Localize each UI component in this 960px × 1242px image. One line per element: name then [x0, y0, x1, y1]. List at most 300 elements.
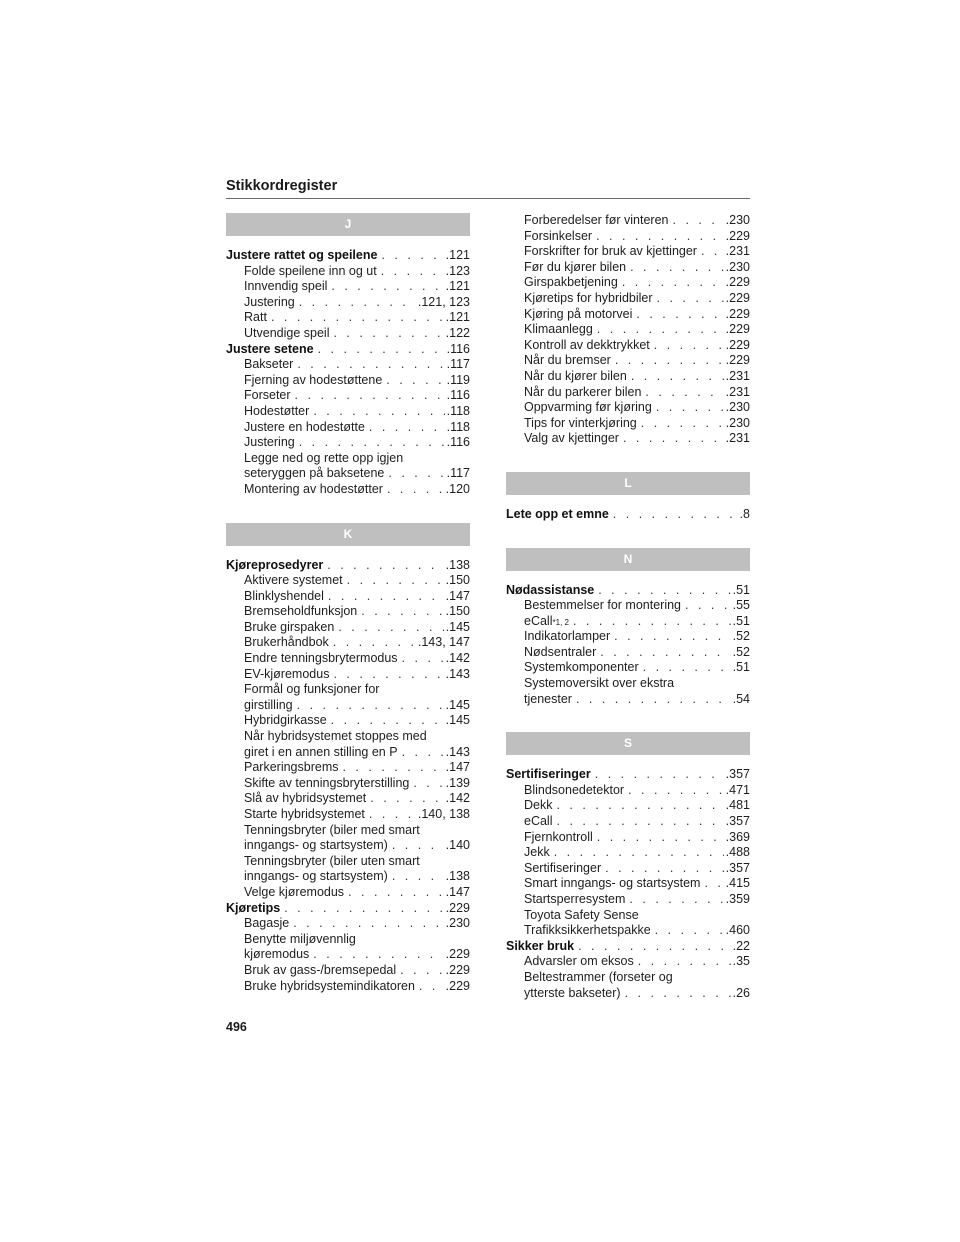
- entry-term: Kjøring på motorvei: [524, 306, 633, 321]
- dot-leader: [331, 713, 444, 729]
- index-sub-entry: [226, 854, 470, 870]
- dot-leader: [595, 767, 724, 783]
- entry-page-ref: .231: [725, 244, 750, 259]
- section-gap: [506, 707, 750, 732]
- dot-leader: [413, 776, 443, 792]
- index-column-right: [506, 213, 750, 1001]
- entry-term: Kjøreprosedyrer: [226, 557, 324, 572]
- entry-term: Tips for vinterkjøring: [524, 415, 637, 430]
- index-sub-entry: [506, 892, 750, 908]
- entry-term: inngangs- og startsystem): [244, 869, 388, 884]
- entry-term: Klimaanlegg: [524, 322, 593, 337]
- entry-term: ytterste bakseter): [524, 985, 621, 1000]
- entry-page-ref: .229: [445, 978, 470, 993]
- entry-page-ref: .51: [732, 613, 750, 628]
- index-sub-entry: [506, 275, 750, 291]
- entry-term: Brukerhåndbok: [244, 635, 329, 650]
- dot-leader: [387, 482, 444, 498]
- dot-leader: [636, 307, 723, 323]
- dot-leader: [297, 698, 444, 714]
- dot-leader: [615, 353, 724, 369]
- entry-term: Girspakbetjening: [524, 275, 618, 290]
- entry-term: Bagasje: [244, 916, 290, 931]
- dot-leader: [284, 901, 443, 917]
- entry-page-ref: .51: [732, 582, 750, 597]
- entry-page-ref: .52: [732, 644, 750, 659]
- entry-term: Aktivere systemet: [244, 573, 343, 588]
- dot-leader: [605, 861, 724, 877]
- index-sub-entry: [506, 923, 750, 939]
- dot-leader: [554, 845, 724, 861]
- dot-leader: [333, 326, 443, 342]
- dot-leader: [641, 416, 724, 432]
- index-sub-entry: [226, 635, 470, 651]
- entry-page-ref: .481: [725, 798, 750, 813]
- index-sub-entry: [506, 783, 750, 799]
- entry-term: Når du kjører bilen: [524, 368, 627, 383]
- entry-page-ref: .142: [445, 791, 470, 806]
- entry-term: Bruke girspaken: [244, 619, 335, 634]
- index-sub-entry: [506, 322, 750, 338]
- entry-term: Bakseter: [244, 357, 294, 372]
- index-sub-entry: [226, 791, 470, 807]
- dot-leader: [299, 435, 445, 451]
- index-sub-entry: [226, 869, 470, 885]
- dot-leader: [328, 589, 444, 605]
- entry-page-ref: .116: [446, 435, 470, 450]
- index-sub-entry: [226, 435, 470, 451]
- entry-page-ref: .229: [725, 306, 750, 321]
- entry-page-ref: .117: [446, 466, 470, 481]
- dot-leader: [576, 692, 731, 708]
- index-sub-entry: [226, 373, 470, 389]
- index-sub-entry: [506, 814, 750, 830]
- entry-term: Benytte miljøvennlig: [244, 931, 356, 946]
- entry-page-ref: .121: [445, 310, 470, 325]
- dot-leader: [370, 791, 443, 807]
- dot-leader: [656, 400, 724, 416]
- page-number: 496: [226, 1020, 247, 1034]
- index-sub-entry: [226, 466, 470, 482]
- entry-page-ref: .147: [445, 760, 470, 775]
- index-main-entry: [506, 507, 750, 523]
- dot-leader: [402, 651, 444, 667]
- entry-page-ref: .230: [725, 213, 750, 227]
- entry-page-ref: .230: [725, 259, 750, 274]
- index-entry-list: [506, 213, 750, 447]
- dot-leader: [381, 264, 444, 280]
- entry-term: Systemkomponenter: [524, 660, 639, 675]
- index-sub-entry: [226, 326, 470, 342]
- entry-page-ref: .52: [732, 629, 750, 644]
- dot-leader: [629, 892, 723, 908]
- entry-term: Sikker bruk: [506, 938, 575, 953]
- index-sub-entry: [226, 745, 470, 761]
- entry-page-ref: .121: [445, 248, 470, 262]
- index-sub-entry: [506, 798, 750, 814]
- entry-term: Formål og funksjoner for: [244, 682, 380, 697]
- index-sub-entry: [506, 876, 750, 892]
- dot-leader: [596, 229, 724, 245]
- entry-page-ref: .230: [725, 415, 750, 430]
- index-entry-list: [226, 558, 470, 995]
- dot-leader: [630, 260, 724, 276]
- entry-page-ref: .147: [445, 884, 470, 899]
- index-main-entry: [226, 248, 470, 264]
- entry-page-ref: .230: [445, 916, 470, 931]
- entry-page-ref: .138: [445, 869, 470, 884]
- index-sub-entry: [506, 431, 750, 447]
- index-sub-entry: [226, 979, 470, 995]
- entry-term: Tenningsbryter (biler uten smart: [244, 853, 420, 868]
- entry-term: Bestemmelser for montering: [524, 598, 682, 613]
- entry-term: giret i en annen stilling en P: [244, 744, 398, 759]
- index-sub-entry: [226, 682, 470, 698]
- index-sub-entry: [506, 676, 750, 692]
- dot-leader: [392, 869, 444, 885]
- dot-leader: [361, 604, 443, 620]
- page-title: Stikkordregister: [226, 178, 338, 194]
- entry-term: Justering: [244, 294, 295, 309]
- entry-term: Justere setene: [226, 341, 314, 356]
- index-sub-entry: [506, 400, 750, 416]
- index-main-entry: [506, 939, 750, 955]
- index-sub-entry: [226, 264, 470, 280]
- dot-leader: [347, 573, 444, 589]
- index-sub-entry: [226, 388, 470, 404]
- dot-leader: [704, 876, 723, 892]
- dot-leader: [625, 986, 731, 1002]
- index-sub-entry: [226, 916, 470, 932]
- entry-term: Ratt: [244, 310, 267, 325]
- entry-page-ref: .118: [446, 403, 470, 418]
- dot-leader: [613, 507, 738, 523]
- dot-leader: [600, 645, 730, 661]
- index-sub-entry: [226, 667, 470, 683]
- entry-term: Forsinkelser: [524, 228, 593, 243]
- dot-leader: [655, 923, 724, 939]
- index-sub-entry: [226, 589, 470, 605]
- entry-page-ref: .460: [725, 923, 750, 938]
- entry-term: Bremseholdfunksjon: [244, 604, 358, 619]
- entry-page-ref: .357: [725, 860, 750, 875]
- entry-term: Startsperresystem: [524, 892, 626, 906]
- entry-term: eCall: [524, 814, 553, 829]
- index-sub-entry: [506, 970, 750, 986]
- entry-page-ref: .150: [445, 573, 470, 588]
- entry-term: Utvendige speil: [244, 325, 330, 340]
- entry-page-ref: .415: [725, 876, 750, 891]
- entry-term: kjøremodus: [244, 947, 310, 962]
- entry-page-ref: .140: [445, 838, 470, 853]
- section-letter-n: N: [506, 548, 750, 571]
- entry-page-ref: .116: [446, 388, 470, 403]
- index-sub-entry: [506, 986, 750, 1002]
- entry-term: Blinklyshendel: [244, 588, 324, 603]
- entry-term: seteryggen på baksetene: [244, 466, 385, 481]
- entry-page-ref: .117: [446, 357, 470, 372]
- index-entry-list: [506, 507, 750, 523]
- entry-page-ref: .231: [725, 384, 750, 399]
- entry-page-ref: .143: [445, 666, 470, 681]
- entry-page-ref: .147: [445, 588, 470, 603]
- entry-term: Advarsler om eksos: [524, 954, 634, 969]
- entry-page-ref: .121: [445, 279, 470, 294]
- entry-page-ref: .138: [445, 557, 470, 572]
- index-entry-list: [506, 767, 750, 1001]
- dot-leader: [597, 322, 724, 338]
- dot-leader: [400, 963, 444, 979]
- entry-page-ref: .229: [725, 322, 750, 337]
- entry-term: tjenester: [524, 691, 572, 706]
- index-sub-entry: eCall *1, 2 . . . .51: [506, 614, 750, 630]
- index-column-left: [226, 213, 470, 994]
- dot-leader: [643, 660, 731, 676]
- entry-term: Hybridgirkasse: [244, 713, 327, 728]
- dot-leader: [381, 248, 443, 264]
- index-main-entry: [226, 558, 470, 574]
- title-divider: [226, 198, 750, 199]
- entry-term: Når du bremser: [524, 353, 611, 368]
- dot-leader: [622, 275, 724, 291]
- entry-term: Justere en hodestøtte: [244, 419, 365, 434]
- entry-page-ref: .35: [732, 954, 750, 969]
- entry-page-ref: .357: [725, 767, 750, 782]
- entry-page-ref: .231: [725, 431, 750, 446]
- dot-leader: [685, 598, 731, 614]
- dot-leader: [369, 420, 445, 436]
- dot-leader: [614, 629, 730, 645]
- dot-leader: [295, 388, 445, 404]
- entry-page-ref: .229: [725, 275, 750, 290]
- index-sub-entry: [226, 573, 470, 589]
- entry-term: Slå av hybridsystemet: [244, 791, 367, 806]
- index-sub-entry: [226, 420, 470, 436]
- dot-leader: [556, 798, 723, 814]
- entry-page-ref: .116: [446, 341, 470, 356]
- index-main-entry: [226, 342, 470, 358]
- dot-leader: [598, 583, 730, 599]
- entry-term: Montering av hodestøtter: [244, 481, 383, 496]
- index-entry-list: [506, 583, 750, 708]
- entry-page-ref: .119: [446, 372, 470, 387]
- dot-leader: [402, 745, 444, 761]
- entry-term: Justering: [244, 435, 295, 450]
- dot-leader: [388, 466, 444, 482]
- index-sub-entry: [226, 760, 470, 776]
- index-sub-entry: [506, 291, 750, 307]
- entry-term: Valg av kjettinger: [524, 431, 619, 446]
- entry-page-ref: .488: [725, 845, 750, 860]
- entry-page-ref: .229: [725, 353, 750, 368]
- entry-page-ref: .229: [445, 962, 470, 977]
- index-sub-entry: [506, 353, 750, 369]
- entry-page-ref: .229: [445, 947, 470, 962]
- dot-leader: [392, 838, 444, 854]
- index-sub-entry: [226, 295, 470, 311]
- entry-term: inngangs- og startsystem): [244, 838, 388, 853]
- entry-page-ref: .8: [739, 506, 750, 521]
- entry-page-ref: .22: [732, 938, 750, 953]
- dot-leader: [293, 916, 443, 932]
- index-sub-entry: [226, 310, 470, 326]
- entry-term: Legge ned og rette opp igjen: [244, 450, 404, 465]
- dot-leader: [701, 244, 724, 260]
- dot-leader: [338, 620, 443, 636]
- entry-term: Justere rattet og speilene: [226, 248, 378, 262]
- dot-leader: [557, 814, 724, 830]
- entry-term: Velge kjøremodus: [244, 884, 345, 899]
- entry-term: Forseter: [244, 388, 291, 403]
- entry-term: Lete opp et emne: [506, 506, 609, 521]
- section-gap: [226, 498, 470, 523]
- entry-page-ref: .142: [445, 651, 470, 666]
- entry-term: Fjerning av hodestøttene: [244, 372, 383, 387]
- section-letter-j: J: [226, 213, 470, 236]
- index-sub-entry: [226, 604, 470, 620]
- index-sub-entry: [226, 823, 470, 839]
- entry-term: Indikatorlamper: [524, 629, 611, 644]
- index-sub-entry: [506, 338, 750, 354]
- entry-term: Hodestøtter: [244, 403, 310, 418]
- dot-leader: [597, 830, 724, 846]
- entry-page-ref: .359: [725, 892, 750, 906]
- dot-leader: [369, 807, 416, 823]
- index-sub-entry: [226, 279, 470, 295]
- dot-leader: [645, 385, 723, 401]
- dot-leader: [623, 431, 724, 447]
- entry-term: Kjøretips: [226, 900, 281, 915]
- entry-page-ref: .150: [445, 604, 470, 619]
- index-sub-entry: [506, 598, 750, 614]
- entry-term: EV-kjøremodus: [244, 666, 330, 681]
- index-sub-entry: [226, 963, 470, 979]
- entry-page-ref: .145: [445, 619, 470, 634]
- entry-page-ref: .471: [725, 782, 750, 797]
- entry-term: girstilling: [244, 697, 293, 712]
- entry-page-ref: .143: [445, 744, 470, 759]
- entry-page-ref: .229: [725, 228, 750, 243]
- index-sub-entry: [226, 620, 470, 636]
- dot-leader: [628, 783, 724, 799]
- index-sub-entry: [226, 838, 470, 854]
- index-sub-entry: [506, 908, 750, 924]
- dot-leader: [297, 357, 444, 373]
- entry-term: Blindsonedetektor: [524, 782, 625, 797]
- index-sub-entry: [226, 776, 470, 792]
- index-sub-entry: [506, 229, 750, 245]
- dot-leader: [327, 558, 443, 574]
- index-sub-entry: [506, 845, 750, 861]
- entry-page-ref: .139: [445, 775, 470, 790]
- index-sub-entry: [226, 729, 470, 745]
- index-sub-entry: [226, 932, 470, 948]
- entry-term: Smart inngangs- og startsystem: [524, 876, 701, 891]
- dot-leader: [313, 947, 443, 963]
- index-sub-entry: [226, 404, 470, 420]
- index-sub-entry: [506, 954, 750, 970]
- entry-term: Kontroll av dekktrykket: [524, 337, 650, 352]
- section-gap: [506, 447, 750, 472]
- dot-leader: [331, 279, 443, 295]
- entry-term: Før du kjører bilen: [524, 259, 627, 274]
- index-sub-entry: [226, 807, 470, 823]
- dot-leader: [654, 338, 724, 354]
- index-sub-entry: [226, 947, 470, 963]
- entry-term: Når du parkerer bilen: [524, 384, 642, 399]
- entry-page-ref: .369: [725, 829, 750, 844]
- dot-leader: [271, 310, 444, 326]
- entry-page-ref: .145: [445, 713, 470, 728]
- index-sub-entry: [506, 244, 750, 260]
- entry-page-ref: .229: [725, 337, 750, 352]
- entry-term: Tenningsbryter (biler med smart: [244, 822, 420, 837]
- entry-page-ref: .230: [725, 400, 750, 415]
- entry-term: Når hybridsystemet stoppes med: [244, 729, 427, 744]
- entry-page-ref: .54: [732, 691, 750, 706]
- entry-page-ref: .121, 123: [417, 294, 470, 309]
- entry-term: Folde speilene inn og ut: [244, 263, 377, 278]
- index-sub-entry: [506, 385, 750, 401]
- entry-page-ref: .229: [445, 900, 470, 915]
- entry-term: Starte hybridsystemet: [244, 807, 365, 821]
- entry-term: Nødassistanse: [506, 582, 595, 597]
- entry-page-ref: .118: [446, 419, 470, 434]
- index-sub-entry: [506, 645, 750, 661]
- entry-term: Bruke hybridsystemindikatoren: [244, 978, 415, 993]
- dot-leader: [386, 373, 444, 389]
- dot-leader: [419, 979, 444, 995]
- dot-leader: [573, 614, 731, 630]
- index-sub-entry: [226, 713, 470, 729]
- index-sub-entry: [226, 651, 470, 667]
- entry-page-ref: .122: [445, 325, 470, 340]
- dot-leader: [578, 939, 731, 955]
- entry-term: Parkeringsbrems: [244, 760, 339, 775]
- dot-leader: [333, 667, 443, 683]
- section-letter-k: K: [226, 523, 470, 546]
- index-sub-entry: [226, 451, 470, 467]
- index-main-entry: [506, 583, 750, 599]
- dot-leader: [342, 760, 443, 776]
- entry-term: Innvendig speil: [244, 279, 328, 294]
- entry-page-ref: .357: [725, 814, 750, 829]
- entry-term: Beltestrammer (forseter og: [524, 969, 673, 984]
- entry-term: Sertifiseringer: [524, 860, 602, 875]
- entry-term: Systemoversikt over ekstra: [524, 676, 675, 691]
- index-main-entry: [226, 901, 470, 917]
- index-sub-entry: [506, 369, 750, 385]
- index-sub-entry: [506, 692, 750, 708]
- index-sub-entry: [506, 830, 750, 846]
- dot-leader: [333, 635, 416, 651]
- dot-leader: [673, 213, 724, 229]
- dot-leader: [313, 404, 444, 420]
- index-sub-entry: [506, 213, 750, 229]
- index-sub-entry: [506, 260, 750, 276]
- entry-term: Sertifiseringer: [506, 767, 591, 782]
- index-main-entry: [506, 767, 750, 783]
- dot-leader: [299, 295, 416, 311]
- entry-term: Dekk: [524, 798, 553, 813]
- entry-term: Toyota Safety Sense: [524, 907, 639, 922]
- entry-term: Forskrifter for bruk av kjettinger: [524, 244, 697, 259]
- dot-leader: [638, 954, 731, 970]
- dot-leader: [348, 885, 444, 901]
- entry-term: Trafikksikkerhetspakke: [524, 923, 651, 938]
- entry-term: Nødsentraler: [524, 644, 597, 659]
- index-sub-entry: [506, 307, 750, 323]
